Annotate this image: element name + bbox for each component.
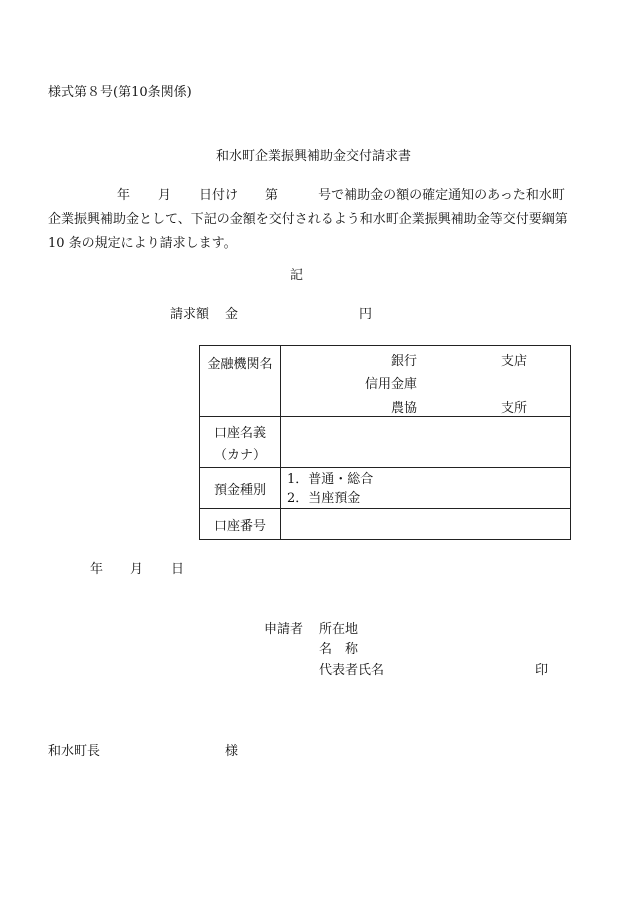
body-line-3: 10 条の規定により請求します。	[48, 236, 237, 251]
form-number: 様式第８号(第10条関係)	[48, 85, 192, 100]
shinkin-text: 信用金庫	[365, 377, 418, 392]
account-name-label-cell	[200, 417, 281, 468]
ki-heading: 記	[290, 268, 304, 283]
blank-month: 月	[158, 188, 172, 203]
branch-office-text: 支所	[501, 401, 528, 416]
date-month: 月	[130, 562, 144, 577]
request-body	[48, 184, 588, 256]
account-name-label: 口座名義	[213, 426, 266, 441]
account-name-value-cell[interactable]	[281, 417, 571, 468]
account-name-kana-label: （カナ）	[213, 448, 266, 463]
body-line-1	[48, 184, 588, 208]
deposit-option-ordinary: 1．普通・総合	[287, 472, 374, 487]
institution-label-cell	[200, 346, 281, 417]
institution-value-cell[interactable]	[281, 346, 571, 417]
blank-number-prefix: 第	[265, 188, 279, 203]
applicant-address-label: 所在地	[319, 622, 359, 637]
account-number-label-cell	[200, 509, 281, 540]
claim-kin: 金	[225, 307, 239, 322]
deposit-type-label: 預金種別	[213, 482, 266, 498]
account-number-value-cell[interactable]	[281, 509, 571, 540]
table-row-institution	[200, 346, 571, 417]
blank-number-suffix: 号で補助金の額の確定通知のあった和水町	[318, 188, 565, 203]
bank-text: 銀行	[391, 354, 418, 369]
blank-date: 日付け	[199, 188, 239, 203]
date-day: 日	[171, 562, 185, 577]
claim-label: 請求額	[170, 307, 210, 322]
table-row-account-number	[200, 509, 571, 540]
deposit-type-label-cell	[200, 468, 281, 509]
body-line-2: 企業振興補助金として、下記の金額を交付されるよう和水町企業振興補助金等交付要綱第	[48, 212, 568, 227]
document-title: 和水町企業振興補助金交付請求書	[216, 149, 412, 164]
blank-year: 年	[117, 188, 131, 203]
institution-label: 金融機関名	[207, 357, 273, 372]
addressee-sama: 様	[225, 744, 239, 759]
nokyo-text: 農協	[391, 401, 418, 416]
applicant-label: 申請者	[264, 622, 304, 637]
deposit-type-value-cell[interactable]	[281, 468, 571, 509]
addressee-mayor: 和水町長	[48, 744, 101, 759]
deposit-option-current: 2．当座預金	[287, 491, 361, 506]
seal-mark: 印	[535, 663, 549, 678]
branch-text: 支店	[501, 354, 528, 369]
table-row-account-name	[200, 417, 571, 468]
applicant-name-label: 名 称	[319, 642, 359, 657]
account-number-label: 口座番号	[213, 518, 266, 534]
bank-account-table	[199, 345, 571, 540]
table-row-deposit-type	[200, 468, 571, 509]
date-year: 年	[90, 562, 104, 577]
claim-yen: 円	[359, 307, 373, 322]
applicant-representative-label: 代表者氏名	[319, 663, 385, 678]
